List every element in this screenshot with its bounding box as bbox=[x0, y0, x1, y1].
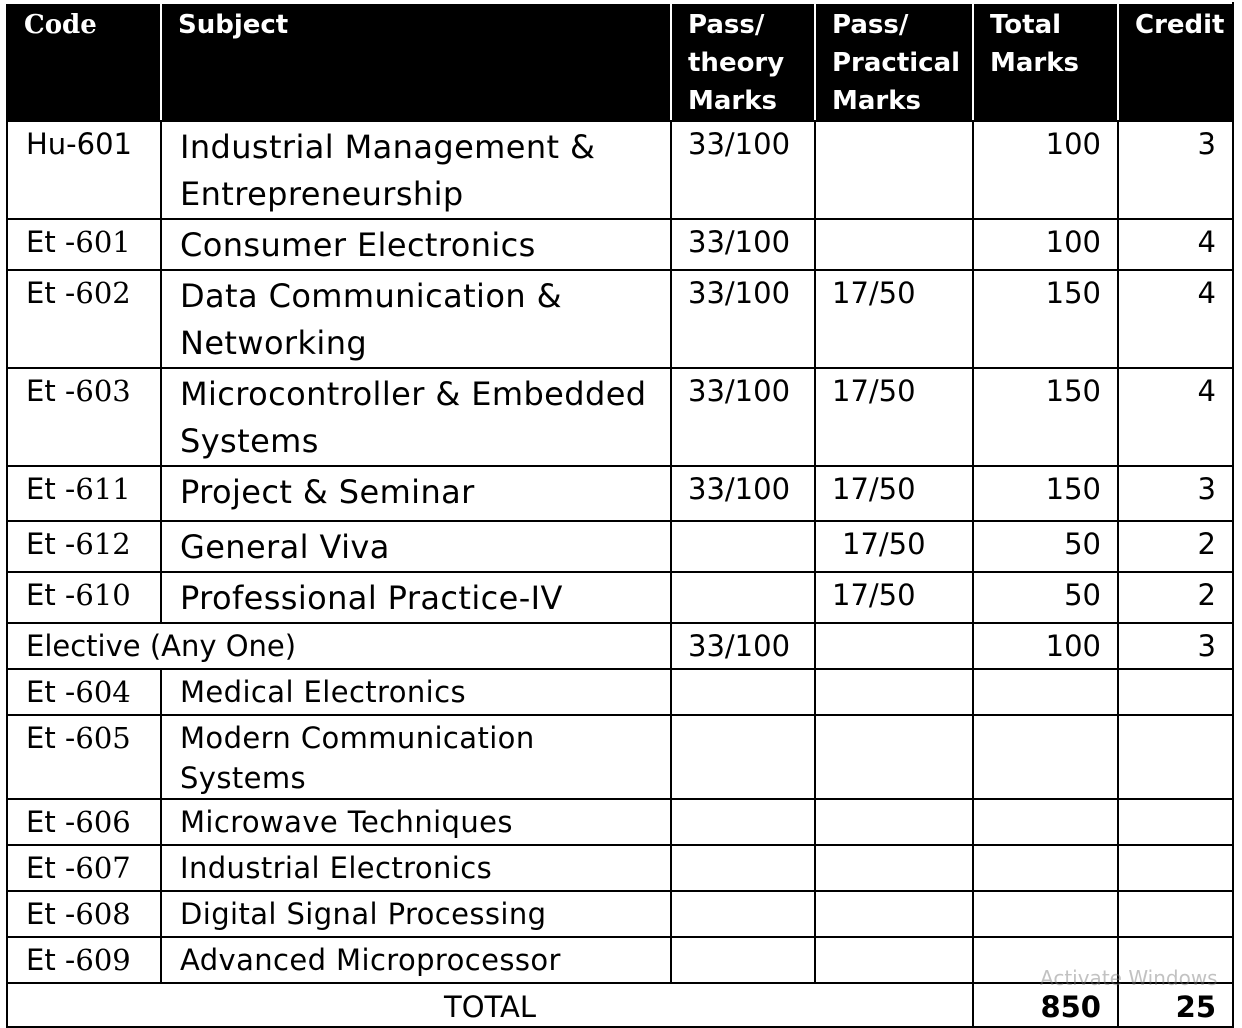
total-credit-sum: 25 bbox=[1118, 983, 1233, 1027]
course-subject: Industrial Electronics bbox=[161, 845, 671, 891]
total-label: TOTAL bbox=[7, 983, 973, 1027]
course-code: Et -602 bbox=[7, 270, 161, 368]
header-practical-line1: Pass/ bbox=[832, 10, 909, 40]
credit: 2 bbox=[1118, 521, 1233, 572]
theory-marks bbox=[671, 572, 815, 623]
header-total bbox=[973, 3, 1118, 121]
practical-marks bbox=[815, 891, 973, 937]
elective-label: Elective (Any One) bbox=[7, 623, 671, 669]
credit: 4 bbox=[1118, 219, 1233, 270]
total-marks bbox=[973, 891, 1118, 937]
practical-marks: 17/50 bbox=[815, 572, 973, 623]
theory-marks: 33/100 bbox=[671, 121, 815, 219]
theory-marks bbox=[671, 715, 815, 799]
course-subject: Professional Practice-IV bbox=[161, 572, 671, 623]
course-code: Et -603 bbox=[7, 368, 161, 466]
header-practical-line3: Marks bbox=[832, 86, 922, 116]
credit: 4 bbox=[1118, 270, 1233, 368]
table-row bbox=[7, 521, 1233, 572]
practical-marks bbox=[815, 845, 973, 891]
course-code: Et -605 bbox=[7, 715, 161, 799]
total-marks: 50 bbox=[973, 572, 1118, 623]
course-code: Et -609 bbox=[7, 937, 161, 983]
theory-marks: 33/100 bbox=[671, 219, 815, 270]
course-code: Et -611 bbox=[7, 466, 161, 521]
course-subject: Modern Communication Systems bbox=[161, 715, 671, 799]
total-marks: 50 bbox=[973, 521, 1118, 572]
header-credit: Credit bbox=[1118, 3, 1233, 121]
course-code: Et -607 bbox=[7, 845, 161, 891]
theory-marks: 33/100 bbox=[671, 270, 815, 368]
theory-marks: 33/100 bbox=[671, 466, 815, 521]
header-code: Code bbox=[7, 3, 161, 121]
total-marks: 150 bbox=[973, 368, 1118, 466]
credit bbox=[1118, 799, 1233, 845]
total-marks-sum: 850 bbox=[973, 983, 1118, 1027]
header-theory-line3: Marks bbox=[688, 86, 778, 116]
header-total-line2: Marks bbox=[990, 48, 1080, 78]
practical-marks bbox=[815, 715, 973, 799]
total-marks: 150 bbox=[973, 270, 1118, 368]
practical-marks bbox=[815, 799, 973, 845]
activate-windows-watermark: Activate Windows bbox=[1040, 966, 1218, 990]
practical-marks: 17/50 bbox=[815, 521, 973, 572]
course-subject: Project & Seminar bbox=[161, 466, 671, 521]
header-practical-line2: Practical bbox=[832, 48, 961, 78]
header-subject: Subject bbox=[161, 3, 671, 121]
total-marks: 100 bbox=[973, 121, 1118, 219]
course-subject: Digital Signal Processing bbox=[161, 891, 671, 937]
course-subject: General Viva bbox=[161, 521, 671, 572]
theory-marks: 33/100 bbox=[671, 368, 815, 466]
credit: 2 bbox=[1118, 572, 1233, 623]
table-body bbox=[7, 121, 1233, 1027]
marks-table bbox=[6, 2, 1234, 1028]
total-marks: 100 bbox=[973, 219, 1118, 270]
credit bbox=[1118, 845, 1233, 891]
table-row bbox=[7, 121, 1233, 219]
theory-marks bbox=[671, 799, 815, 845]
credit: 3 bbox=[1118, 121, 1233, 219]
course-code: Et -601 bbox=[7, 219, 161, 270]
theory-marks bbox=[671, 845, 815, 891]
elective-option-row bbox=[7, 669, 1233, 715]
practical-marks bbox=[815, 937, 973, 983]
theory-marks bbox=[671, 521, 815, 572]
total-marks bbox=[973, 715, 1118, 799]
course-subject: Advanced Microprocessor bbox=[161, 937, 671, 983]
total-marks: 150 bbox=[973, 466, 1118, 521]
credit bbox=[1118, 715, 1233, 799]
credit: 3 bbox=[1118, 623, 1233, 669]
course-code: Hu-601 bbox=[7, 121, 161, 219]
header-theory-line2: theory bbox=[688, 48, 785, 78]
table-row bbox=[7, 368, 1233, 466]
credit bbox=[1118, 891, 1233, 937]
table-row bbox=[7, 466, 1233, 521]
course-code: Et -608 bbox=[7, 891, 161, 937]
course-subject: Microcontroller & Embedded Systems bbox=[161, 368, 671, 466]
course-code: Et -610 bbox=[7, 572, 161, 623]
course-subject: Microwave Techniques bbox=[161, 799, 671, 845]
theory-marks bbox=[671, 891, 815, 937]
total-marks bbox=[973, 845, 1118, 891]
course-code: Et -606 bbox=[7, 799, 161, 845]
elective-option-row bbox=[7, 845, 1233, 891]
header-theory-line1: Pass/ bbox=[688, 10, 765, 40]
course-code: Et -604 bbox=[7, 669, 161, 715]
practical-marks: 17/50 bbox=[815, 270, 973, 368]
elective-row bbox=[7, 623, 1233, 669]
course-subject: Data Communication & Networking bbox=[161, 270, 671, 368]
header-total-line1: Total bbox=[990, 10, 1062, 40]
elective-option-row bbox=[7, 891, 1233, 937]
course-subject: Industrial Management & Entrepreneurship bbox=[161, 121, 671, 219]
header-practical bbox=[815, 3, 973, 121]
theory-marks bbox=[671, 669, 815, 715]
practical-marks: 17/50 bbox=[815, 466, 973, 521]
total-marks bbox=[973, 799, 1118, 845]
credit: 4 bbox=[1118, 368, 1233, 466]
table-row bbox=[7, 270, 1233, 368]
practical-marks bbox=[815, 219, 973, 270]
course-subject: Medical Electronics bbox=[161, 669, 671, 715]
theory-marks: 33/100 bbox=[671, 623, 815, 669]
total-marks: 100 bbox=[973, 623, 1118, 669]
theory-marks bbox=[671, 937, 815, 983]
course-subject: Consumer Electronics bbox=[161, 219, 671, 270]
table-row bbox=[7, 219, 1233, 270]
credit: 3 bbox=[1118, 466, 1233, 521]
header-theory bbox=[671, 3, 815, 121]
header-row bbox=[7, 3, 1233, 121]
table-row bbox=[7, 572, 1233, 623]
credit bbox=[1118, 669, 1233, 715]
practical-marks bbox=[815, 121, 973, 219]
practical-marks: 17/50 bbox=[815, 368, 973, 466]
total-marks bbox=[973, 669, 1118, 715]
practical-marks bbox=[815, 623, 973, 669]
practical-marks bbox=[815, 669, 973, 715]
elective-option-row bbox=[7, 799, 1233, 845]
elective-option-row bbox=[7, 715, 1233, 799]
course-code: Et -612 bbox=[7, 521, 161, 572]
